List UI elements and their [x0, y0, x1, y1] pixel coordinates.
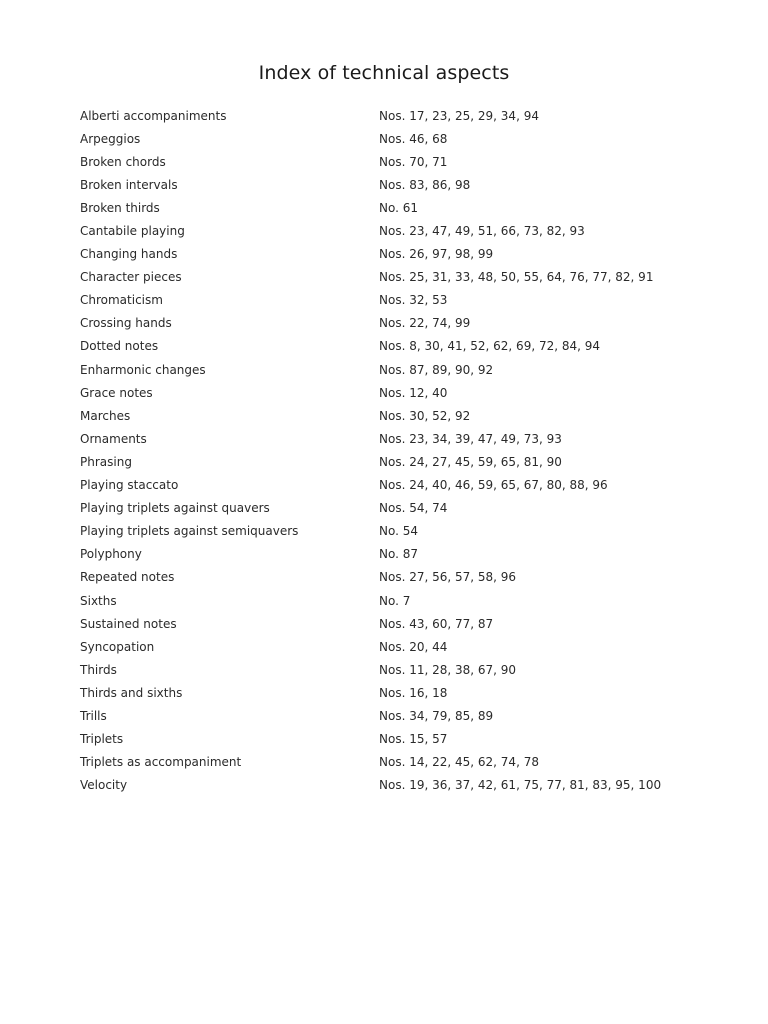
- index-entry: [80, 589, 700, 612]
- index-refs: Nos. 11, 28, 38, 67, 90: [379, 662, 517, 677]
- index-topic: Sustained notes: [80, 616, 177, 631]
- index-entry: [80, 173, 700, 196]
- index-entry: [80, 427, 700, 450]
- index-topic: Changing hands: [80, 247, 178, 262]
- index-refs: Nos. 87, 89, 90, 92: [379, 362, 494, 377]
- index-refs: No. 87: [379, 547, 419, 562]
- index-entry: [80, 543, 700, 566]
- index-topic: Crossing hands: [80, 316, 172, 331]
- index-entry: [80, 404, 700, 427]
- index-refs: Nos. 17, 23, 25, 29, 34, 94: [379, 108, 539, 123]
- index-refs: Nos. 14, 22, 45, 62, 74, 78: [379, 755, 539, 770]
- index-list: [80, 104, 700, 797]
- index-refs: Nos. 32, 53: [379, 293, 448, 308]
- index-refs: Nos. 26, 97, 98, 99: [379, 247, 494, 262]
- index-entry: [80, 358, 700, 381]
- index-topic: Alberti accompaniments: [80, 108, 227, 123]
- index-entry: [80, 704, 700, 727]
- index-entry: [80, 150, 700, 173]
- index-entry: [80, 289, 700, 312]
- index-entry: [80, 681, 700, 704]
- index-refs: Nos. 70, 71: [379, 154, 448, 169]
- index-topic: Playing triplets against quavers: [80, 501, 270, 516]
- index-entry: [80, 450, 700, 473]
- index-entry: [80, 219, 700, 242]
- index-topic: Broken intervals: [80, 177, 178, 192]
- index-refs: Nos. 46, 68: [379, 131, 448, 146]
- index-entry: [80, 381, 700, 404]
- index-refs: Nos. 19, 36, 37, 42, 61, 75, 77, 81, 83, 95, 100: [379, 778, 662, 793]
- index-topic: Playing triplets against semiquavers: [80, 524, 299, 539]
- index-entry: [80, 728, 700, 751]
- index-topic: Thirds and sixths: [80, 685, 183, 700]
- index-topic: Ornaments: [80, 431, 147, 446]
- index-entry: [80, 127, 700, 150]
- index-topic: Arpeggios: [80, 131, 141, 146]
- index-entry: [80, 520, 700, 543]
- index-refs: Nos. 27, 56, 57, 58, 96: [379, 570, 517, 585]
- index-topic: Chromaticism: [80, 293, 163, 308]
- index-topic: Triplets as accompaniment: [80, 755, 242, 770]
- index-entry: [80, 635, 700, 658]
- index-refs: No. 7: [379, 593, 411, 608]
- index-topic: Playing staccato: [80, 478, 179, 493]
- index-refs: Nos. 23, 47, 49, 51, 66, 73, 82, 93: [379, 224, 585, 239]
- index-topic: Cantabile playing: [80, 224, 185, 239]
- index-entry: [80, 474, 700, 497]
- index-entry: [80, 566, 700, 589]
- index-refs: Nos. 34, 79, 85, 89: [379, 708, 494, 723]
- index-topic: Repeated notes: [80, 570, 175, 585]
- index-topic: Syncopation: [80, 639, 155, 654]
- index-entry: [80, 196, 700, 219]
- index-topic: Grace notes: [80, 385, 153, 400]
- index-refs: Nos. 24, 27, 45, 59, 65, 81, 90: [379, 454, 562, 469]
- index-topic: Thirds: [80, 662, 117, 677]
- index-entry: [80, 335, 700, 358]
- index-topic: Phrasing: [80, 454, 132, 469]
- index-topic: Sixths: [80, 593, 117, 608]
- index-entry: [80, 104, 700, 127]
- index-entry: [80, 266, 700, 289]
- index-refs: Nos. 20, 44: [379, 639, 448, 654]
- index-refs: Nos. 15, 57: [379, 732, 448, 747]
- index-topic: Enharmonic changes: [80, 362, 206, 377]
- index-entry: [80, 243, 700, 266]
- index-entry: [80, 658, 700, 681]
- index-refs: Nos. 54, 74: [379, 501, 448, 516]
- index-refs: Nos. 23, 34, 39, 47, 49, 73, 93: [379, 431, 562, 446]
- index-refs: Nos. 25, 31, 33, 48, 50, 55, 64, 76, 77, 82, 91: [379, 270, 654, 285]
- index-topic: Triplets: [80, 732, 124, 747]
- index-refs: Nos. 8, 30, 41, 52, 62, 69, 72, 84, 94: [379, 339, 601, 354]
- index-refs: Nos. 30, 52, 92: [379, 408, 471, 423]
- index-topic: Character pieces: [80, 270, 182, 285]
- index-refs: Nos. 22, 74, 99: [379, 316, 471, 331]
- index-entry: [80, 497, 700, 520]
- index-refs: Nos. 43, 60, 77, 87: [379, 616, 494, 631]
- index-topic: Marches: [80, 408, 131, 423]
- page-title: Index of technical aspects: [258, 62, 510, 84]
- index-refs: No. 54: [379, 524, 419, 539]
- index-topic: Velocity: [80, 778, 128, 793]
- index-topic: Dotted notes: [80, 339, 159, 354]
- index-entry: [80, 774, 700, 797]
- index-entry: [80, 751, 700, 774]
- index-topic: Broken chords: [80, 154, 166, 169]
- index-topic: Trills: [80, 708, 107, 723]
- index-refs: Nos. 12, 40: [379, 385, 448, 400]
- index-refs: Nos. 83, 86, 98: [379, 177, 471, 192]
- index-entry: [80, 612, 700, 635]
- index-refs: Nos. 24, 40, 46, 59, 65, 67, 80, 88, 96: [379, 478, 608, 493]
- index-topic: Broken thirds: [80, 200, 160, 215]
- index-refs: Nos. 16, 18: [379, 685, 448, 700]
- index-refs: No. 61: [379, 200, 419, 215]
- index-entry: [80, 312, 700, 335]
- index-topic: Polyphony: [80, 547, 142, 562]
